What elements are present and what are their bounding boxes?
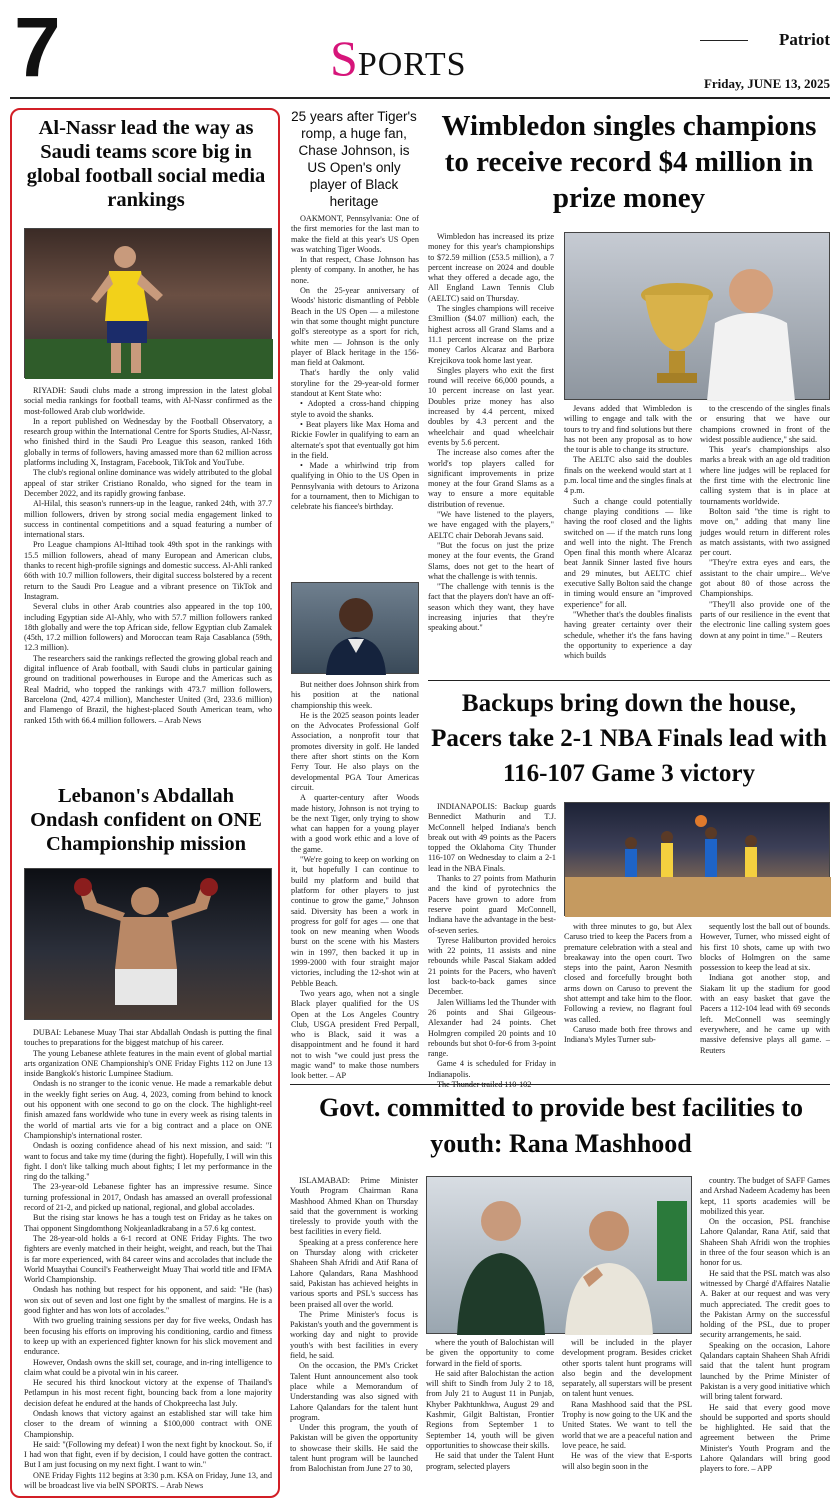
paragraph: In a report published on Wednesday by the Football Observatory, a research group within the International Centre for Sports Studies, Al-Nassr, who finished third in the Saudi Pro League this season, ranked 16th globally in terms of followers, having amassed more than 62 million across platforms including X, Instagram, Facebook, TikTok and YouTube. [24, 416, 272, 468]
paragraph: Singles players who exit the first round will receive 66,000 pounds, a 10 percent increase on last year. Doubles prize money has also increased by 4.4 percent, mixed doubles by 4.3 percent and the wheelchair and quad wheelchair events by 5.6 percent. [428, 365, 554, 447]
paragraph: He said: "(Following my defeat) I won the next fight by knockout. So, if I had won that fight, even if by decision, I could have gotten the contract. But I am just focusing on my next fight. I want to win." [24, 1439, 272, 1470]
paragraph: Ondash is oozing confidence ahead of his next mission, and said: "I want to focus and take my time (during the fight). Hopefully, I will win this fight. I don't like talking much about fights; I let my performance in the ring do the talking." [24, 1141, 272, 1182]
wimbledon-col3 [700, 404, 830, 680]
paragraph: • Beat players like Max Homa and Rickie Fowler in qualifying to earn an alternate's spot that eventually got him in the field. [291, 419, 419, 460]
paragraph: On the occasion, the PM's Cricket Talent Hunt announcement also took place while a Memorandum of Understanding was also signed with Lahore Qalandars for the talent hunt program. [290, 1361, 418, 1422]
paragraph: "We're going to keep on working on it, but hopefully I can continue to build my platform and build that platform for other players to just continue to grow the game," Johnson said. Diversity has been a work in progress for golf for ages — one that took on new meaning when Woods burst on the scene with his Masters win in 1997, then backed it up in 1999-2000 with four straight major victories, including the 12-shot win at Pebble Beach. [291, 855, 419, 988]
wimbledon-col2 [564, 404, 692, 680]
paragraph: INDIANAPOLIS: Backup guards Bennedict Mathurin and T.J. McConnell helped Indiana's bench break out with 49 points as the Pacers topped the Oklahoma City Thunder 116-107 on Wednesday to claim a 2-1 lead in the NBA Finals. [428, 802, 556, 873]
footballer-photo [24, 228, 272, 378]
johnson-headline: 25 years after Tiger's romp, a huge fan, Chase Johnson, is US Open's only player of Black heritage [291, 109, 417, 209]
alnassr-headline: Al-Nassr lead the way as Saudi teams score big in global football social media rankings [26, 117, 266, 211]
pacers-col3 [700, 922, 830, 1080]
golfer-portrait-photo [291, 582, 419, 674]
paragraph: sequently lost the ball out of bounds. However, Turner, who missed eight of his first 10 shots, came up with two blocks of Holmgren on the same possession to keep the lead at six. [700, 922, 830, 973]
paragraph: Rana Mashhood said that the PSL Trophy is now going to the UK and the United States. We want to tell the world that we are a peaceful nation and love peace, he said. [562, 1399, 692, 1450]
paragraph: RIYADH: Saudi clubs made a strong impression in the latest global social media rankings for football teams, with Al-Nassr confirmed as the most-followed Arab club worldwide. [24, 386, 272, 416]
paragraph: He is the 2025 season points leader on the Advocates Professional Golf Association, a nonprofit tour that promotes diversity in golf. He landed there after short stints on the Korn Ferry Tour. He also plays on the developmental PGA Tour Americas circuit. [291, 710, 419, 792]
mid-divider [290, 1084, 830, 1085]
section-initial: S [330, 30, 358, 86]
paragraph: But neither does Johnson shirk from his position at the national championship this week. [291, 680, 419, 710]
paragraph: Jalen Williams led the Thunder with 26 points and Shai Gilgeous-Alexander had 24 points. Chet Holmgren compiled 20 points and 10 rebounds but shot 0-for-6 from 3-point range. [428, 997, 556, 1059]
paragraph: • Made a whirlwind trip from qualifying in Ohio to the US Open in Pennsylvania with detours to Arizona for a tournament, then to Michigan to celebrate his fiancee's birthday. [291, 461, 419, 512]
paragraph: ISLAMABAD: Prime Minister Youth Program Chairman Rana Mashhood Ahmed Khan on Thursday said that the government is working tirelessly to provide youth with the best facilities in every field. [290, 1176, 418, 1237]
paragraph: Indiana got another stop, and Siakam lit up the stadium for good with an easy basket that gave the Pacers a 112-104 lead with 69 seconds left. McConnell was seemingly everywhere, and he came up with massive defensive plays all game. – Reuters [700, 973, 830, 1055]
paragraph: "They'll also provide one of the parts of our resilience in the event that the electronic line calling system goes down at any point in time." – Reuters [700, 599, 830, 640]
paragraph: Caruso made both free throws and Indiana's Myles Turner sub- [564, 1024, 692, 1045]
issue-date: Friday, JUNE 13, 2025 [703, 76, 830, 91]
masthead-bottom-rule [10, 97, 830, 99]
paragraph: Two years ago, when not a single Black player qualified for the US Open at the Los Angeles Country Club, USGA president Fred Perpall, who is Black, said it was a disappointment and he found it hard not to wish "we could just press the magic wand" to make those numbers look better. – AP [291, 988, 419, 1081]
basketball-icon [565, 803, 831, 917]
mashhood-col2 [426, 1338, 554, 1496]
ondash-body [24, 1028, 272, 1494]
fighter-photo [24, 868, 272, 1020]
paragraph: He said that every good move should be supported and sports should be highlighted. He said that the agreement between the Prime Minister's Youth Program and the Lahore Qalandars will bring good players to fore. – APP [700, 1402, 830, 1474]
paragraph: He said after Balochistan the action will shift to Sindh from July 2 to 18, from July 21 to August 11 in Punjab, Khyber Pakhtunkhwa, August 29 and Kashmir, Gilgit Baltistan, Frontier Regions from September 1 to September 14, youth will be given opportunities to showcase their skills. [426, 1368, 554, 1450]
fighter-icon [25, 869, 273, 1021]
paragraph: The 23-year-old Lebanese fighter has an impressive resume. Since turning professional in 2017, Ondash has amassed an overall professional record of 21-2, and picked up national, regional, and global accolades. [24, 1182, 272, 1213]
paragraph: He said that under the Talent Hunt program, selected players [426, 1451, 554, 1471]
paragraph: "The challenge with tennis is the fact that the players don't have an off-season which they want, they have increasing injuries that they're speaking about." [428, 582, 554, 633]
paragraph: where the youth of Balochistan will be given the opportunity to come forward in the field of sports. [426, 1338, 554, 1368]
paragraph: Wimbledon has increased its prize money for this year's championships to $72.59 million (£53.5 million), a 7 percent increase on 2024 and double what they offered a decade ago, the All England Lawn Tennis Club (AELTC) said on Thursday. [428, 232, 554, 303]
paragraph: He said that the PSL match was also witnessed by Chargé d'Affaires Natalie A. Baker at our request and was very much appreciated. The credit goes to the Pakistan Army on the successful holding of the PSL, due to proper security arrangements, he said. [700, 1268, 830, 1340]
mashhood-col4 [700, 1176, 830, 1496]
paragraph: country. The budget of SAFF Games and Arshad Nadeem Academy has been kept, 11 sports academies will be mobilized this year. [700, 1176, 830, 1216]
paragraph: On the occasion, PSL franchise Lahore Qalandar, Rana Atif, said that Shaheen Shah Afridi won the trophies in three of the four season which is an honor for us. [700, 1217, 830, 1268]
ondash-headline: Lebanon's Abdallah Ondash confident on ONE Championship mission [30, 785, 262, 855]
paragraph: The researchers said the rankings reflected the growing global reach and digital influence of Arab football, with Saudi clubs in particular gaining ground on traditional powerhouses in Europe and the Americas such as Real Madrid, who topped the rankings with 473.7 million followers, Barcelona (2nd, 427.4 million), Manchester United (3rd, 233.6 million) and Flamengo of Brazil, the highest-placed South American team, who ranked 15th with 66.4 million followers. – Arab News [24, 653, 272, 725]
paragraph: The singles champions will receive £3million ($4.07 million) each, the highest across all Grand Slams and a 11.1 percent increase on the prize money Carlos Alcaraz and Barbora Krejcikova took home last year. [428, 304, 554, 365]
golfer-icon [292, 583, 420, 675]
masthead-rule [700, 40, 748, 41]
paragraph: "They're extra eyes and ears, the assistant to the chair umpire... We've got about 80 of those across the Championships. [700, 558, 830, 599]
paper-name: Patriot [779, 30, 830, 49]
trophy-champion-photo [564, 232, 830, 400]
paragraph: Ondash knows that victory against an established star will take him closer to the dream of winning a $100,000 contract with ONE Championship. [24, 1408, 272, 1439]
paragraph [428, 1080, 556, 1090]
paragraph: He was of the view that E-sports will also begin soon in the [562, 1451, 692, 1471]
mashhood-col3 [562, 1338, 692, 1496]
wimbledon-col1 [428, 232, 554, 678]
paragraph: The increase also comes after the world's top players called for significant improvements in prize money at the four Grand Slams as a way to ensure a more equitable distribution of revenue. [428, 448, 554, 509]
paragraph: "Whether that's the doubles finalists having greater certainty over their schedule, whether it's the fans having the opportunity to experience a day which builds [564, 609, 692, 661]
paragraph: will be included in the player development program. Besides cricket other sports talent hunt programs will also begin and the development separately, all superstars will be present on talent hunt venues. [562, 1338, 692, 1399]
paragraph: "But the focus on just the prize money at the four events, the Grand Slams, does not get to the heart of what the challenge is with tennis. [428, 540, 554, 581]
paragraph: Bolton said "the time is right to move on," adding that many line judges would return in different roles as match assistants, with two assigned per court. [700, 506, 830, 558]
paragraph: Tyrese Haliburton provided heroics with 22 points, 11 assists and nine rebounds while Pascal Siakam added 21 points for the Pacers, who haven't lost back-to-back games since December. [428, 935, 556, 997]
pacers-headline: Backups bring down the house, Pacers take 2-1 NBA Finals lead with 116-107 Game 3 victory [431, 690, 827, 787]
paragraph: The 28-year-old holds a 6-1 record at ONE Friday Fights. The two fighters are evenly matched in their height, weight, and reach, but the Thai is far more experienced, with 84 career wins and accolades that include the World Muaythai Council's Featherweight Muay Thai world title and IFMA World Championship. [24, 1233, 272, 1285]
paragraph: This year's championships also marks a break with an age old tradition where line judges will be replaced for the first time with the electronic line calling system that is in place at tournaments worldwide. [700, 445, 830, 506]
paragraph: Thanks to 27 points from Mathurin and the kind of pyrotechnics the Pacers have grown to adore from reserve point guard McConnell, Indiana have the advantage in the best-of-seven series. [428, 874, 556, 935]
paragraph: Al-Hilal, this season's runners-up in the league, ranked 24th, with 37.7 million followers, driven by strong social media engagement linked to success in continental competitions and a squad featuring a number of international stars. [24, 499, 272, 540]
paragraph: with three minutes to go, but Alex Caruso tried to keep the Pacers from a premature celebration with a steal and breakaway into the open court. Two steps into the paint, Aaron Nesmith closed and forcefully brought both arms down on Caruso to prevent the shot attempt and take him to the floor. Following a review, no flagrant foul was called. [564, 922, 692, 1024]
pacers-col2 [564, 922, 692, 1080]
section-rest: PORTS [357, 46, 467, 83]
wimbledon-divider [428, 680, 830, 681]
paragraph: However, Ondash owns the skill set, courage, and in-ring intelligence to claim what could be a pivotal win in his career. [24, 1357, 272, 1377]
johnson-body-top [291, 214, 419, 576]
paragraph: A quarter-century after Woods made history, Johnson is not trying to be the next Tiger, only trying to show what can happen for a young player with a good work ethic and a love of the game. [291, 793, 419, 854]
paragraph: Ondash has nothing but respect for his opponent, and said: "He (has) won six out of seven and lost one fight by the smallest of margins. He is a good fighter and has won lots of accolades." [24, 1285, 272, 1316]
paragraph: Under this program, the youth of Pakistan will be given the opportunity to showcase their skills. He said the talent hunt program will be launched from Balochistan from June 27 to 30, [290, 1423, 418, 1474]
paragraph: Speaking at a press conference here on Thursday along with cricketer Shaheen Shah Afridi and Atif Rana of Lahore Qalandars, Rana Mashhood said, Pakistan has achieved heights in various sports and PSL's success has been praised all over the world. [290, 1237, 418, 1309]
paragraph: The AELTC also said the doubles finals on the weekend would start at 1 p.m. local time and the singles finals at 4 p.m. [564, 455, 693, 496]
paragraph: • Adopted a cross-hand chipping style to avoid the shanks. [291, 399, 419, 419]
mashhood-headline: Govt. committed to provide best facilities to youth: Rana Mashhood [318, 1093, 804, 1158]
wimbledon-headline: Wimbledon singles champions to receive record $4 million in prize money [441, 110, 817, 214]
paragraph: OAKMONT, Pennsylvania: One of the first memories for the last man to make the field at this year's US Open was watching Tiger Woods. [291, 214, 419, 254]
page-number: 7 [14, 0, 61, 94]
paragraph: The young Lebanese athlete features in the main event of global martial arts organization ONE Championship's ONE Friday Fights 112 on June 13 inside Bangkok's historic Lumpinee Stadium. [24, 1048, 272, 1079]
alnassr-body [24, 386, 272, 778]
paragraph: ONE Friday Fights 112 begins at 3:30 p.m. KSA on Friday, June 13, and will be broadcast live via beIN SPORTS. – Arab News [24, 1470, 272, 1491]
paragraph: Ondash is no stranger to the iconic venue. He made a remarkable debut in the weekly fight series on Aug. 4, 2023, coming from behind to knock out his opponent with one second to go on the clock. The highlight-reel finish amazed fans worldwide who tune in every week as rising talents in the world of martial arts vie for a big contract and a place on ONE Championship's international roster. [24, 1079, 272, 1140]
mashhood-col1 [290, 1176, 418, 1496]
paragraph: Such a change could potentially change playing conditions — like having the roof closed and the lights switched on — if the match runs long and well into the night. The French Open final this month where Alcaraz beat Jannik Sinner lasted five hours and 29 minutes, but AELTC chief executive Sally Bolton said the change in timing would ensure an "improved experience" for all. [564, 496, 692, 609]
footballer-icon [25, 229, 273, 379]
paragraph: "We have listened to the players, we have engaged with the players," AELTC chair Deborah Jevans said. [428, 510, 554, 540]
paragraph: The Prime Minister's focus is Pakistan's youth and the government is working day and night to provide youth's with best facilities in every field, he said. [290, 1309, 418, 1361]
officials-icon [427, 1177, 693, 1335]
paragraph: That's hardly the only valid storyline for the 29-year-old former standout at Kent State who: [291, 368, 419, 399]
paragraph: Several clubs in other Arab countries also appeared in the top 100, including Egyptian side Al-Ahly, who with 57.7 million followers ranked 18th globally and were the top African side, fellow Egyptian club Zamalek (45th, 17.2 million followers) and Moroccan team Raja Casablanca (59th, 12.3 million). [24, 602, 272, 653]
paragraph: Jevans added that Wimbledon is willing to engage and talk with the tours to try and find solutions but there has not been any proposal as to how the tour is able to change its structure. [564, 404, 692, 455]
trophy-icon [565, 233, 831, 401]
paragraph: Game 4 is scheduled for Friday in Indianapolis. [428, 1059, 556, 1079]
paragraph: With two grueling training sessions per day for five weeks, Ondash has been focusing his efforts on improving his conditioning, cardio and fitness to keep up with an experienced fighter known for his slick movement and endurance. [24, 1316, 272, 1357]
paragraph: DUBAI: Lebanese Muay Thai star Abdallah Ondash is putting the final touches to preparations for the biggest matchup of his career. [24, 1028, 272, 1048]
section-title [330, 30, 530, 90]
paragraph: Speaking on the occasion, Lahore Qalandars captain Shaheen Shah Afridi said that the talent hunt program launched by the Prime Minister of Pakistan is a very good initiative which will bring talent forward. [700, 1340, 830, 1402]
paragraph: to the crescendo of the singles finals or ensuring that we have our champions crowned in front of the widest possible audience," she said. [700, 404, 830, 444]
paragraph: He secured his third knockout victory at the expense of Thailand's Petlampun in his most recent fight, bouncing back from a lone majority decision defeat he endured at the hands of Chokpreecha last July. [24, 1378, 272, 1408]
paragraph: But the rising star knows he has a tough test on Friday as he takes on Thai opponent Singdomthong Nokjeanladkrabang in a 57.6 kg contest. [24, 1213, 272, 1233]
basketball-game-photo [564, 802, 830, 916]
johnson-body-bottom [291, 680, 419, 1088]
paragraph: The club's regional online dominance was widely attributed to the global appeal of star striker Cristiano Ronaldo, who signed for the team in December 2022, and its rapidly growing fanbase. [24, 468, 272, 498]
officials-meeting-photo [426, 1176, 692, 1334]
pacers-col1 [428, 802, 556, 1078]
paragraph: In that respect, Chase Johnson has plenty of company. In another, he has none. [291, 255, 419, 285]
paragraph: On the 25-year anniversary of Woods' historic dismantling of Pebble Beach in the US Open — a milestone win that some thought might puncture golf's stereotype as a sport for rich, white men — Johnson is the only player of Black heritage in the 156-man field at Oakmont. [291, 286, 419, 368]
paragraph: Pro League champions Al-Ittihad took 49th spot in the rankings with 15.5 million followers, ahead of many European and American clubs, thanks to recent high-profile signings and domestic success. Al-Ahli ranked 66th with 10.7 million followers, their digital success bolstered by a recent return to the Saudi Pro League and a vibrant presence on TikTok and Instagram. [24, 540, 272, 601]
